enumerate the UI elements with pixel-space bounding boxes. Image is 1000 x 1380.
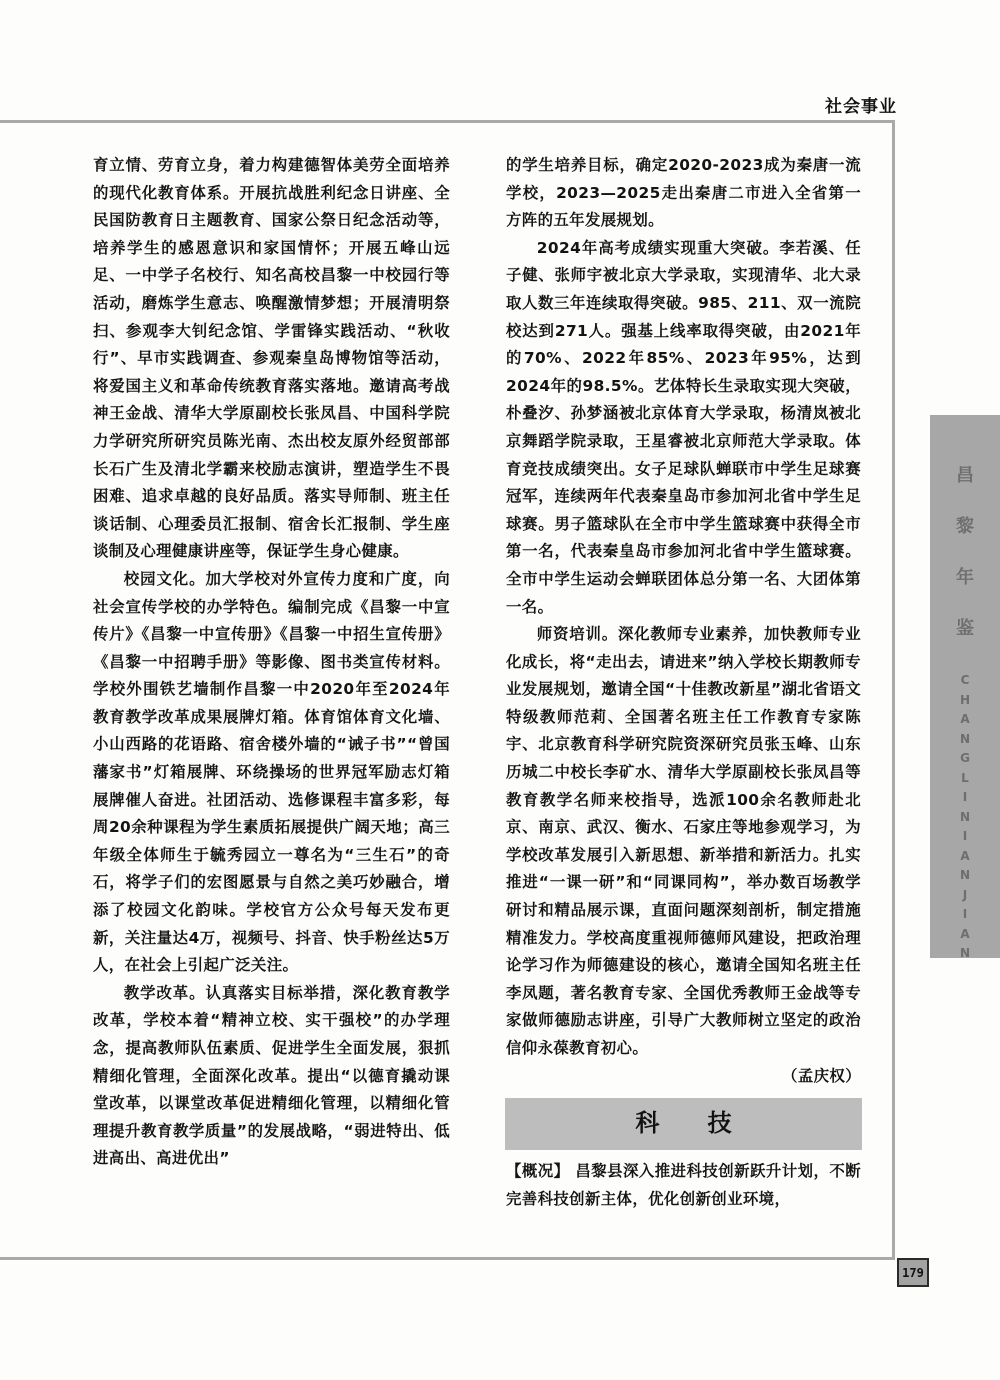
paragraph-overview: [506, 1158, 861, 1213]
side-tab-letter: N: [959, 809, 971, 824]
right-column: [506, 152, 861, 1213]
side-tab-char: 年: [956, 567, 974, 588]
left-column: [93, 152, 450, 1173]
paragraph-teacher-training: 师资培训。深化教师专业素养，加快教师专业化成长，将“走出去，请进来”纳入学校长期教师专业发展规划，邀请全国“十佳教改新星”湖北省语文特级教师范莉、全国著名班主任工作教育专家陈宇、北京教育科学研究院资深研究员张玉峰、山东历城二中校长李矿水、清华大学原副校长张凤昌等教育教学名师来校指导，选派100余名教师赴北京、南京、武汉、衡水、石家庄等地参观学习，为学校改革发展引入新思想、新举措和新活力。扎实推进“一课一研”和“同课同构”，举办数百场教学研讨和精品展示课，直面问题深刻剖析，制定措施精准发力。学校高度重视师德师风建设，把政治理论学习作为师德建设的核心，邀请全国知名班主任李凤题，著名教育专家、全国优秀教师王金战等专家做师德励志讲座，引导广大教师树立坚定的政治信仰永葆教育初心。: [506, 625, 861, 1057]
side-tab-char: 鉴: [956, 618, 974, 639]
overview-label: 【概况】: [506, 1162, 570, 1181]
section-banner-science-technology: [505, 1098, 862, 1150]
running-header-section-title: 社会事业: [825, 97, 897, 117]
side-tab-letter: A: [960, 712, 970, 726]
side-tab-letter: G: [960, 751, 970, 765]
paragraph-training-goal: 的学生培养目标，确定2020-2023成为秦唐一流学校，2023—2025走出秦唐二市进入全省第一方阵的五年发展规划。: [506, 156, 861, 230]
side-tab-char: 黎: [956, 516, 974, 537]
side-tab-letter: N: [959, 731, 971, 746]
side-tab-letter: A: [960, 848, 970, 863]
overview-text: 昌黎县深入推进科技创新跃升计划，不断完善科技创新主体，优化创新创业环境，: [506, 1162, 861, 1208]
side-tab-letter: C: [960, 673, 970, 687]
paragraph-gaokao-results: 2024年高考成绩实现重大突破。李若溪、任子健、张师宇被北京大学录取，实现清华、北大录取人数三年连续取得突破。985、211、双一流院校达到271人。强基上线率取得突破，由2021年的70%、2022年85%、2023年95%，达到2024年的98.5%。艺体特长生录取实现大突破，朴叠汐、孙梦涵被北京体育大学录取，杨清岚被北京舞蹈学院录取，王星睿被北京师范大学录取。体育竞技成绩突出。女子足球队蝉联市中学生足球赛冠军，连续两年代表秦皇岛市参加河北省中学生足球赛。男子篮球队在全市中学生篮球赛中获得全市第一名，代表秦皇岛市参加河北省中学生篮球赛。全市中学生运动会蝉联团体总分第一名、大团体第一名。: [506, 238, 861, 616]
side-tab-letter: N: [959, 868, 971, 882]
side-tab-letter: L: [961, 770, 969, 785]
side-tab-letter: A: [960, 926, 970, 941]
page-number: 179: [897, 1258, 929, 1287]
side-tab-letter: N: [959, 946, 971, 960]
section-banner-title: 科 技: [635, 1109, 752, 1138]
side-tab-pinyin: [955, 671, 975, 964]
paragraph-moral-education: 育立情、劳育立身，着力构建德智体美劳全面培养的现代化教育体系。开展抗战胜利纪念日讲座、全民国防教育日主题教育、国家公祭日纪念活动等，培养学生的感恩意识和家国情怀；开展五峰山远足、一中学子名校行、知名高校昌黎一中校园行等活动，磨炼学生意志、唤醒激情梦想；开展清明祭扫、参观李大钊纪念馆、学雷锋实践活动、“秋收行”、早市实践调查、参观秦皇岛博物馆等活动，将爱国主义和革命传统教育落实落地。邀请高考战神王金战、清华大学原副校长张凤昌、中国科学院力学研究所研究员陈光南、杰出校友原外经贸部部长石广生及清北学霸来校励志演讲，塑造学生不畏困难、追求卓越的良好品质。落实导师制、班主任谈话制、心理委员汇报制、宿舍长汇报制、学生座谈制及心理健康讲座等，保证学生身心健康。: [93, 156, 450, 561]
side-tab-letter: I: [962, 907, 968, 921]
side-tab-letter: I: [962, 829, 968, 843]
side-tab-letter: I: [962, 790, 968, 804]
side-tab-letter: J: [962, 887, 968, 902]
paragraph-campus-culture: 校园文化。加大学校对外宣传力度和广度，向社会宣传学校的办学特色。编制完成《昌黎一中宣传片》《昌黎一中宣传册》《昌黎一中招生宣传册》《昌黎一中招聘手册》等影像、图书类宣传材料。学校外围铁艺墙制作昌黎一中2020年至2024年教育教学改革成果展牌灯箱。体育馆体育文化墙、小山西路的花语路、宿舍楼外墙的“诫子书”“曾国藩家书”灯箱展牌、环绕操场的世界冠军励志灯箱展牌催人奋进。社团活动、选修课程丰富多彩，每周20余种课程为学生素质拓展提供广阔天地；高三年级全体师生于毓秀园立一尊名为“三生石”的奇石，将学子们的宏图愿景与自然之美巧妙融合，增添了校园文化韵味。学校官方公众号每天发布更新，关注量达4万，视频号、抖音、快手粉丝达5万人，在社会上引起广泛关注。: [93, 569, 450, 975]
side-tab-char: 昌: [956, 465, 974, 486]
author-signature: （孟庆权）: [782, 1066, 861, 1085]
side-tab-letter: H: [959, 692, 971, 707]
side-tab-yearbook: [930, 415, 1000, 958]
paragraph-teaching-reform: 教学改革。认真落实目标举措，深化教育教学改革，学校本着“精神立校、实干强校”的办学理念，提高教师队伍素质、促进学生全面发展，狠抓精细化管理，全面深化改革。提出“以德育撬动课堂改革，以课堂改革促进精细化管理，以精细化管理提升教育教学质量”的发展战略，“弱进特出、低进高出、高进优出”: [93, 983, 450, 1168]
